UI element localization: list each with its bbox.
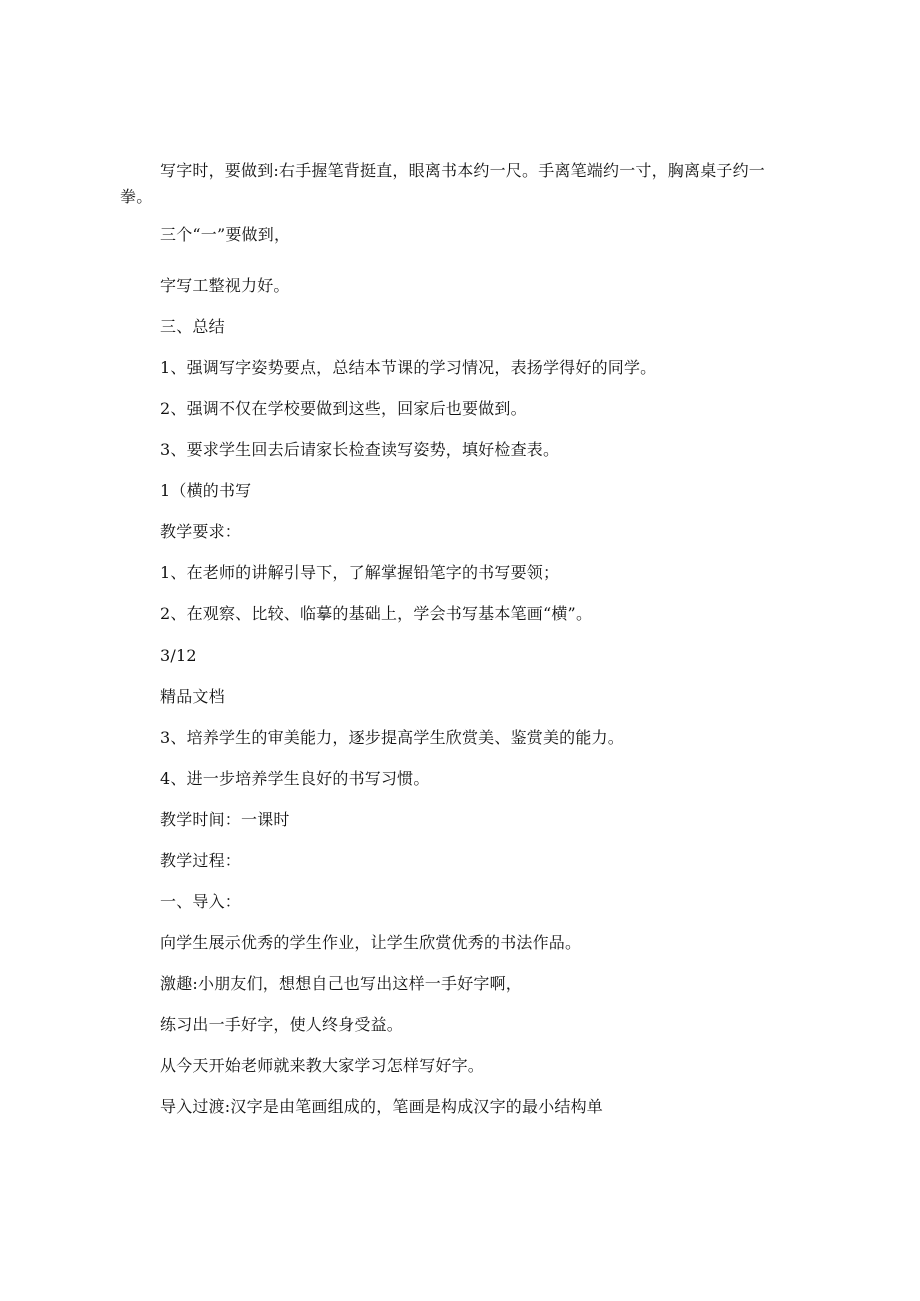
paragraph-three-ones: 三个“一”要做到，	[160, 225, 291, 244]
document-label: 精品文档	[160, 687, 225, 706]
section-heading-summary: 三、总结	[160, 317, 225, 336]
intro-teacher-plan: 从今天开始老师就来教大家学习怎样写好字。	[160, 1056, 485, 1075]
intro-motivation: 激趣:小朋友们，想想自己也写出这样一手好字啊，	[160, 974, 522, 993]
requirement-item-2: 2、在观察、比较、临摹的基础上，学会书写基本笔画“横”。	[160, 604, 593, 623]
summary-item-2: 2、强调不仅在学校要做到这些，回家后也要做到。	[160, 399, 527, 418]
requirement-item-3: 3、培养学生的审美能力，逐步提高学生欣赏美、鉴赏美的能力。	[160, 728, 624, 747]
teaching-requirements-heading: 教学要求：	[160, 522, 242, 541]
intro-heading: 一、导入：	[160, 892, 242, 911]
summary-item-3: 3、要求学生回去后请家长检查读写姿势，填好检查表。	[160, 440, 560, 459]
intro-transition: 导入过渡:汉字是由笔画组成的，笔画是构成汉字的最小结构单	[160, 1097, 603, 1116]
paragraph-neat-writing: 字写工整视力好。	[160, 276, 290, 295]
requirement-item-4: 4、进一步培养学生良好的书写习惯。	[160, 769, 430, 788]
teaching-process-heading: 教学过程：	[160, 851, 242, 870]
intro-benefit: 练习出一手好字，使人终身受益。	[160, 1015, 404, 1034]
paragraph-writing-posture: 写字时，要做到:右手握笔背挺直，眼离书本约一尺。手离笔端约一寸，胸离桌子约一拳。	[120, 161, 765, 206]
page-number: 3/12	[160, 646, 197, 665]
requirement-item-1: 1、在老师的讲解引导下，了解掌握铅笔字的书写要领；	[160, 563, 560, 582]
lesson-title-horizontal-stroke: 1（横的书写	[160, 481, 252, 500]
intro-showcase: 向学生展示优秀的学生作业，让学生欣赏优秀的书法作品。	[160, 933, 582, 952]
summary-item-1: 1、强调写字姿势要点，总结本节课的学习情况，表扬学得好的同学。	[160, 358, 657, 377]
teaching-time: 教学时间：一课时	[160, 810, 290, 829]
